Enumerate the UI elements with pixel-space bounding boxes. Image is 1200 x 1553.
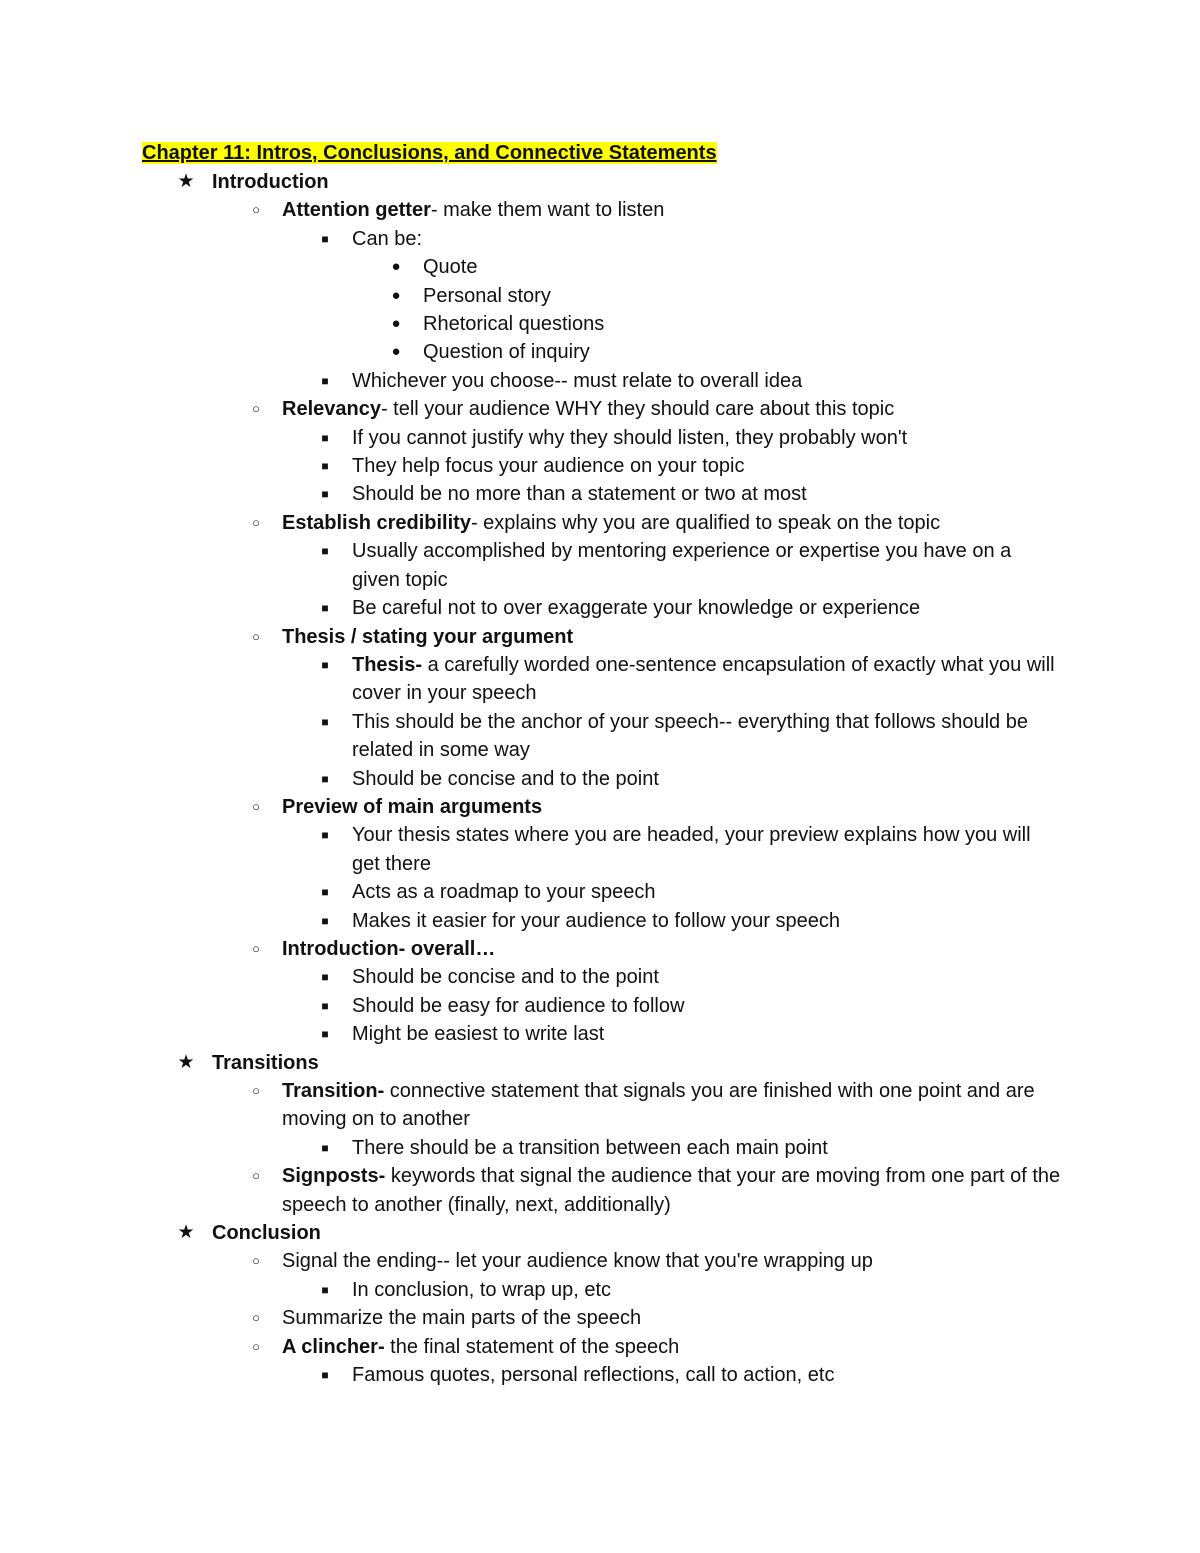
list-item — [142, 1134, 1062, 1162]
list-item — [142, 424, 1062, 452]
list-item-text: Might be easiest to write last — [352, 1023, 605, 1046]
term: Signposts- — [282, 1165, 386, 1188]
square-icon: ■ — [321, 459, 329, 474]
list-item-text: Be careful not to over exaggerate your knowledge or experience — [352, 597, 921, 620]
dot-icon: ● — [391, 315, 401, 333]
list-item-text: Makes it easier for your audience to follow your speech — [352, 909, 841, 932]
list-item — [142, 367, 1062, 395]
dot-icon: ● — [391, 343, 401, 361]
list-item-text: Should be no more than a statement or two at most — [352, 483, 807, 506]
square-icon: ■ — [321, 1140, 329, 1155]
term: Introduction- overall… — [282, 937, 496, 960]
list-item-text: This should be the anchor of your speech-- everything that follows should be related in some way — [352, 710, 1028, 762]
list-item-relevancy — [142, 395, 1062, 423]
term: Transition- — [282, 1080, 385, 1102]
list-item-text: Signal the ending-- let your audience know that you're wrapping up — [282, 1250, 873, 1273]
list-item-text: Usually accomplished by mentoring experience or expertise you have on a given topic — [352, 540, 1012, 591]
hollow-circle-icon: ○ — [252, 1083, 260, 1098]
section-transitions — [142, 1049, 1062, 1077]
section-heading: Introduction — [212, 171, 329, 193]
list-item — [142, 765, 1062, 793]
star-icon: ★ — [177, 1051, 195, 1073]
square-icon: ■ — [321, 970, 329, 985]
chapter-title-text: Chapter 11: Intros, Conclusions, and Connective Statements — [142, 142, 717, 164]
definition: the final statement of the speech — [384, 1335, 680, 1358]
list-item-text: Famous quotes, personal reflections, call to action, etc — [352, 1364, 835, 1387]
star-icon: ★ — [177, 1222, 195, 1244]
list-item-text: Your thesis states where you are headed, your preview explains how you will get there — [352, 824, 1031, 875]
list-item-thesis — [142, 623, 1062, 651]
list-item — [142, 878, 1062, 906]
section-heading: Transitions — [212, 1051, 319, 1074]
square-icon: ■ — [321, 231, 329, 246]
list-item — [142, 338, 1062, 366]
hollow-circle-icon: ○ — [252, 1168, 260, 1184]
square-icon: ■ — [321, 430, 329, 445]
list-item — [142, 907, 1062, 935]
list-item — [142, 452, 1062, 480]
list-item-intro-overall — [142, 935, 1062, 963]
list-item-text: There should be a transition between each main point — [352, 1136, 828, 1159]
term: Relevancy — [282, 398, 381, 421]
list-item-transition — [142, 1077, 1062, 1134]
list-item-text: Personal story — [423, 284, 551, 307]
list-item — [142, 282, 1062, 310]
definition: - explains why you are qualified to speak on the topic — [470, 511, 941, 534]
square-icon: ■ — [321, 601, 329, 616]
list-item-text: Should be easy for audience to follow — [352, 994, 685, 1017]
term: Establish credibility — [282, 511, 471, 534]
square-icon: ■ — [321, 544, 329, 559]
hollow-circle-icon: ○ — [252, 1338, 260, 1354]
list-item-text: They help focus your audience on your topic — [352, 455, 745, 478]
star-icon: ★ — [177, 171, 195, 192]
list-item-summarize — [142, 1304, 1062, 1332]
square-icon: ■ — [321, 771, 329, 786]
list-item-clincher — [142, 1333, 1062, 1361]
list-item — [142, 963, 1062, 991]
list-item-text: Summarize the main parts of the speech — [282, 1307, 642, 1330]
list-item-text: Rhetorical questions — [423, 313, 605, 336]
list-item — [142, 253, 1062, 281]
list-item — [142, 594, 1062, 622]
list-item-text: Should be concise and to the point — [352, 966, 659, 989]
square-icon: ■ — [321, 885, 329, 900]
list-item-text: Quote — [423, 256, 478, 279]
hollow-circle-icon: ○ — [252, 1253, 260, 1269]
list-item-credibility — [142, 509, 1062, 537]
list-item-text: Acts as a roadmap to your speech — [352, 881, 656, 904]
list-item-signal-ending — [142, 1247, 1062, 1275]
section-heading: Conclusion — [212, 1222, 321, 1245]
definition: a carefully worded one-sentence encapsulation of exactly what you will cover in your speech — [352, 653, 1055, 705]
square-icon: ■ — [321, 657, 329, 672]
definition: keywords that signal the audience that your are moving from one part of the speech to another (finally, next, additionally) — [282, 1165, 1061, 1216]
list-item-text: Question of inquiry — [423, 341, 590, 364]
hollow-circle-icon: ○ — [252, 1310, 260, 1326]
square-icon: ■ — [321, 1027, 329, 1042]
list-item — [142, 537, 1062, 594]
list-item-text: If you cannot justify why they should listen, they probably won't — [352, 426, 908, 449]
list-item-text: Can be: — [352, 227, 423, 250]
list-item-text: Should be concise and to the point — [352, 767, 659, 790]
square-icon: ■ — [321, 828, 329, 843]
term: Preview of main arguments — [282, 795, 543, 818]
term: A clincher- — [282, 1335, 385, 1358]
hollow-circle-icon: ○ — [252, 401, 260, 417]
square-icon: ■ — [321, 714, 329, 729]
list-item — [142, 992, 1062, 1020]
list-item — [142, 480, 1062, 508]
definition: connective statement that signals you are finished with one point and are moving on to another — [282, 1080, 1035, 1131]
list-item — [142, 225, 1062, 253]
list-item — [142, 651, 1062, 708]
hollow-circle-icon: ○ — [252, 628, 260, 644]
square-icon: ■ — [321, 1368, 329, 1383]
list-item-signposts — [142, 1162, 1062, 1219]
list-item-preview — [142, 793, 1062, 821]
list-item — [142, 1361, 1062, 1389]
list-item — [142, 1020, 1062, 1048]
hollow-circle-icon: ○ — [252, 798, 260, 814]
section-conclusion — [142, 1219, 1062, 1247]
hollow-circle-icon: ○ — [252, 514, 260, 530]
list-item-text: Whichever you choose-- must relate to overall idea — [352, 369, 803, 392]
chapter-title — [142, 139, 1062, 168]
list-item — [142, 821, 1062, 878]
dot-icon: ● — [391, 286, 401, 304]
definition: - tell your audience WHY they should care about this topic — [380, 398, 895, 421]
definition: - make them want to listen — [430, 199, 665, 222]
square-icon: ■ — [321, 913, 329, 928]
square-icon: ■ — [321, 998, 329, 1013]
hollow-circle-icon: ○ — [252, 202, 260, 218]
section-introduction — [142, 168, 1062, 196]
dot-icon: ● — [391, 258, 401, 276]
hollow-circle-icon: ○ — [252, 940, 260, 956]
term: Thesis- — [352, 653, 423, 676]
square-icon: ■ — [321, 373, 329, 388]
list-item-text: In conclusion, to wrap up, etc — [352, 1278, 612, 1301]
square-icon: ■ — [321, 487, 329, 502]
square-icon: ■ — [321, 1282, 329, 1297]
term: Attention getter — [282, 199, 431, 222]
document-page — [142, 139, 1062, 1389]
list-item — [142, 1276, 1062, 1304]
list-item-attention-getter — [142, 196, 1062, 224]
term: Thesis / stating your argument — [282, 625, 574, 648]
list-item — [142, 708, 1062, 765]
list-item — [142, 310, 1062, 338]
